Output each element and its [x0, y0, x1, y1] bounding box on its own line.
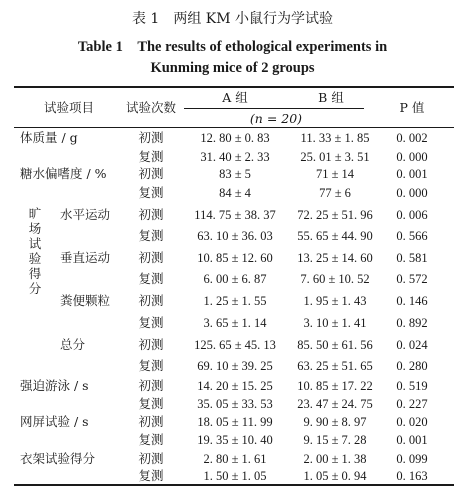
cell-group-b: 13. 25 ± 14. 60 [297, 251, 373, 265]
subcategory-feces: 粪便颗粒 [60, 293, 111, 308]
cell-group-b: 9. 90 ± 8. 97 [303, 415, 367, 429]
cell-group-a: 35. 05 ± 33. 53 [197, 397, 273, 411]
header-rule [14, 127, 454, 128]
cell-p: 0. 024 [396, 338, 428, 352]
cell-group-a: 1. 50 ± 1. 05 [203, 469, 267, 483]
cell-group-a: 84 ± 4 [219, 186, 251, 200]
cell-group-a: 19. 35 ± 10. 40 [197, 433, 273, 447]
group-rule [184, 108, 364, 109]
cell-group-b: 10. 85 ± 17. 22 [297, 379, 373, 393]
table-caption-en-line1: Table 1 The results of ethological experiments in [77, 39, 388, 55]
cell-group-a: 69. 10 ± 39. 25 [197, 359, 273, 373]
top-rule [14, 86, 454, 88]
cell-p: 0. 280 [396, 359, 428, 373]
cell-group-a: 114. 75 ± 38. 37 [194, 208, 276, 222]
cell-p: 0. 566 [396, 229, 428, 243]
subcategory-horizontal: 水平运动 [60, 207, 111, 222]
cell-group-b: 72. 25 ± 51. 96 [297, 208, 373, 222]
cell-group-b: 71 ± 14 [315, 167, 355, 181]
cell-p: 0. 000 [396, 150, 428, 164]
table-caption-en-line2: Kunming mice of 2 groups [150, 60, 315, 76]
category-swim: 强迫游泳 / s [20, 378, 89, 393]
cell-group-a: 1. 25 ± 1. 55 [203, 294, 267, 308]
cell-group-b: 11. 33 ± 1. 85 [300, 131, 370, 145]
cell-p: 0. 020 [396, 415, 428, 429]
cell-time: 复测 [138, 228, 164, 243]
header-group-b: B 组 [318, 90, 344, 105]
cell-group-a: 83 ± 5 [219, 167, 251, 181]
category-hanger: 衣架试验得分 [20, 451, 96, 466]
cell-time: 初测 [138, 207, 164, 222]
cell-group-b: 3. 10 ± 1. 41 [303, 316, 367, 330]
cell-group-a: 6. 00 ± 6. 87 [203, 272, 267, 286]
cell-p: 0. 227 [396, 397, 428, 411]
category-screen: 网屏试验 / s [20, 414, 89, 429]
category-openfield: 旷场试验得分 [28, 206, 42, 296]
cell-group-a: 18. 05 ± 11. 99 [197, 415, 273, 429]
cell-group-b: 77 ± 6 [319, 186, 351, 200]
cell-time: 初测 [138, 337, 164, 352]
header-item: 试验项目 [43, 100, 94, 115]
cell-group-b: 9. 15 ± 7. 28 [303, 433, 367, 447]
cell-group-a: 14. 20 ± 15. 25 [197, 379, 273, 393]
subcategory-vertical: 垂直运动 [60, 250, 111, 265]
cell-p: 0. 099 [396, 452, 428, 466]
cell-time: 复测 [138, 396, 164, 411]
cell-p: 0. 002 [396, 131, 428, 145]
cell-time: 复测 [138, 432, 164, 447]
cell-group-a: 12. 80 ± 0. 83 [200, 131, 270, 145]
cell-time: 初测 [138, 378, 164, 393]
cell-group-a: 31. 40 ± 2. 33 [200, 150, 270, 164]
cell-group-a: 3. 65 ± 1. 14 [203, 316, 267, 330]
cell-p: 0. 581 [396, 251, 428, 265]
table-caption-cn: 表 1 两组 KM 小鼠行为学试验 [131, 11, 334, 27]
cell-p: 0. 146 [396, 294, 428, 308]
cell-time: 初测 [138, 293, 164, 308]
cell-group-a: 2. 80 ± 1. 61 [203, 452, 267, 466]
cell-time: 复测 [138, 271, 164, 286]
cell-p: 0. 163 [396, 469, 428, 483]
cell-p: 0. 572 [396, 272, 428, 286]
cell-group-b: 23. 47 ± 24. 75 [297, 397, 373, 411]
cell-group-b: 2. 00 ± 1. 38 [303, 452, 367, 466]
header-n: (n = 20) [249, 111, 303, 126]
cell-group-a: 125. 65 ± 45. 13 [194, 338, 276, 352]
cell-time: 初测 [138, 130, 164, 145]
cell-time: 初测 [138, 250, 164, 265]
cell-time: 复测 [138, 468, 164, 483]
cell-p: 0. 892 [396, 316, 428, 330]
cell-group-b: 7. 60 ± 10. 52 [300, 272, 370, 286]
cell-group-a: 63. 10 ± 36. 03 [197, 229, 273, 243]
cell-group-a: 10. 85 ± 12. 60 [197, 251, 273, 265]
cell-p: 0. 000 [396, 186, 428, 200]
cell-time: 复测 [138, 358, 164, 373]
cell-group-b: 63. 25 ± 51. 65 [297, 359, 373, 373]
header-p: P 值 [399, 100, 425, 115]
cell-p: 0. 519 [396, 379, 428, 393]
cell-time: 初测 [138, 451, 164, 466]
subcategory-total: 总分 [60, 337, 86, 352]
bottom-rule [14, 484, 454, 486]
category-sugar: 糖水偏嗜度 / % [20, 166, 107, 181]
header-group-a: A 组 [222, 90, 248, 105]
cell-group-b: 85. 50 ± 61. 56 [297, 338, 373, 352]
cell-time: 初测 [138, 166, 164, 181]
cell-p: 0. 001 [396, 433, 428, 447]
cell-time: 复测 [138, 149, 164, 164]
cell-time: 初测 [138, 414, 164, 429]
cell-p: 0. 006 [396, 208, 428, 222]
cell-p: 0. 001 [396, 167, 428, 181]
category-weight: 体质量 / g [20, 130, 78, 145]
cell-group-b: 55. 65 ± 44. 90 [297, 229, 373, 243]
cell-group-b: 25. 01 ± 3. 51 [300, 150, 370, 164]
header-times: 试验次数 [125, 100, 176, 115]
cell-time: 复测 [138, 185, 164, 200]
cell-group-b: 1. 05 ± 0. 94 [303, 469, 367, 483]
cell-time: 复测 [138, 315, 164, 330]
cell-group-b: 1. 95 ± 1. 43 [303, 294, 367, 308]
